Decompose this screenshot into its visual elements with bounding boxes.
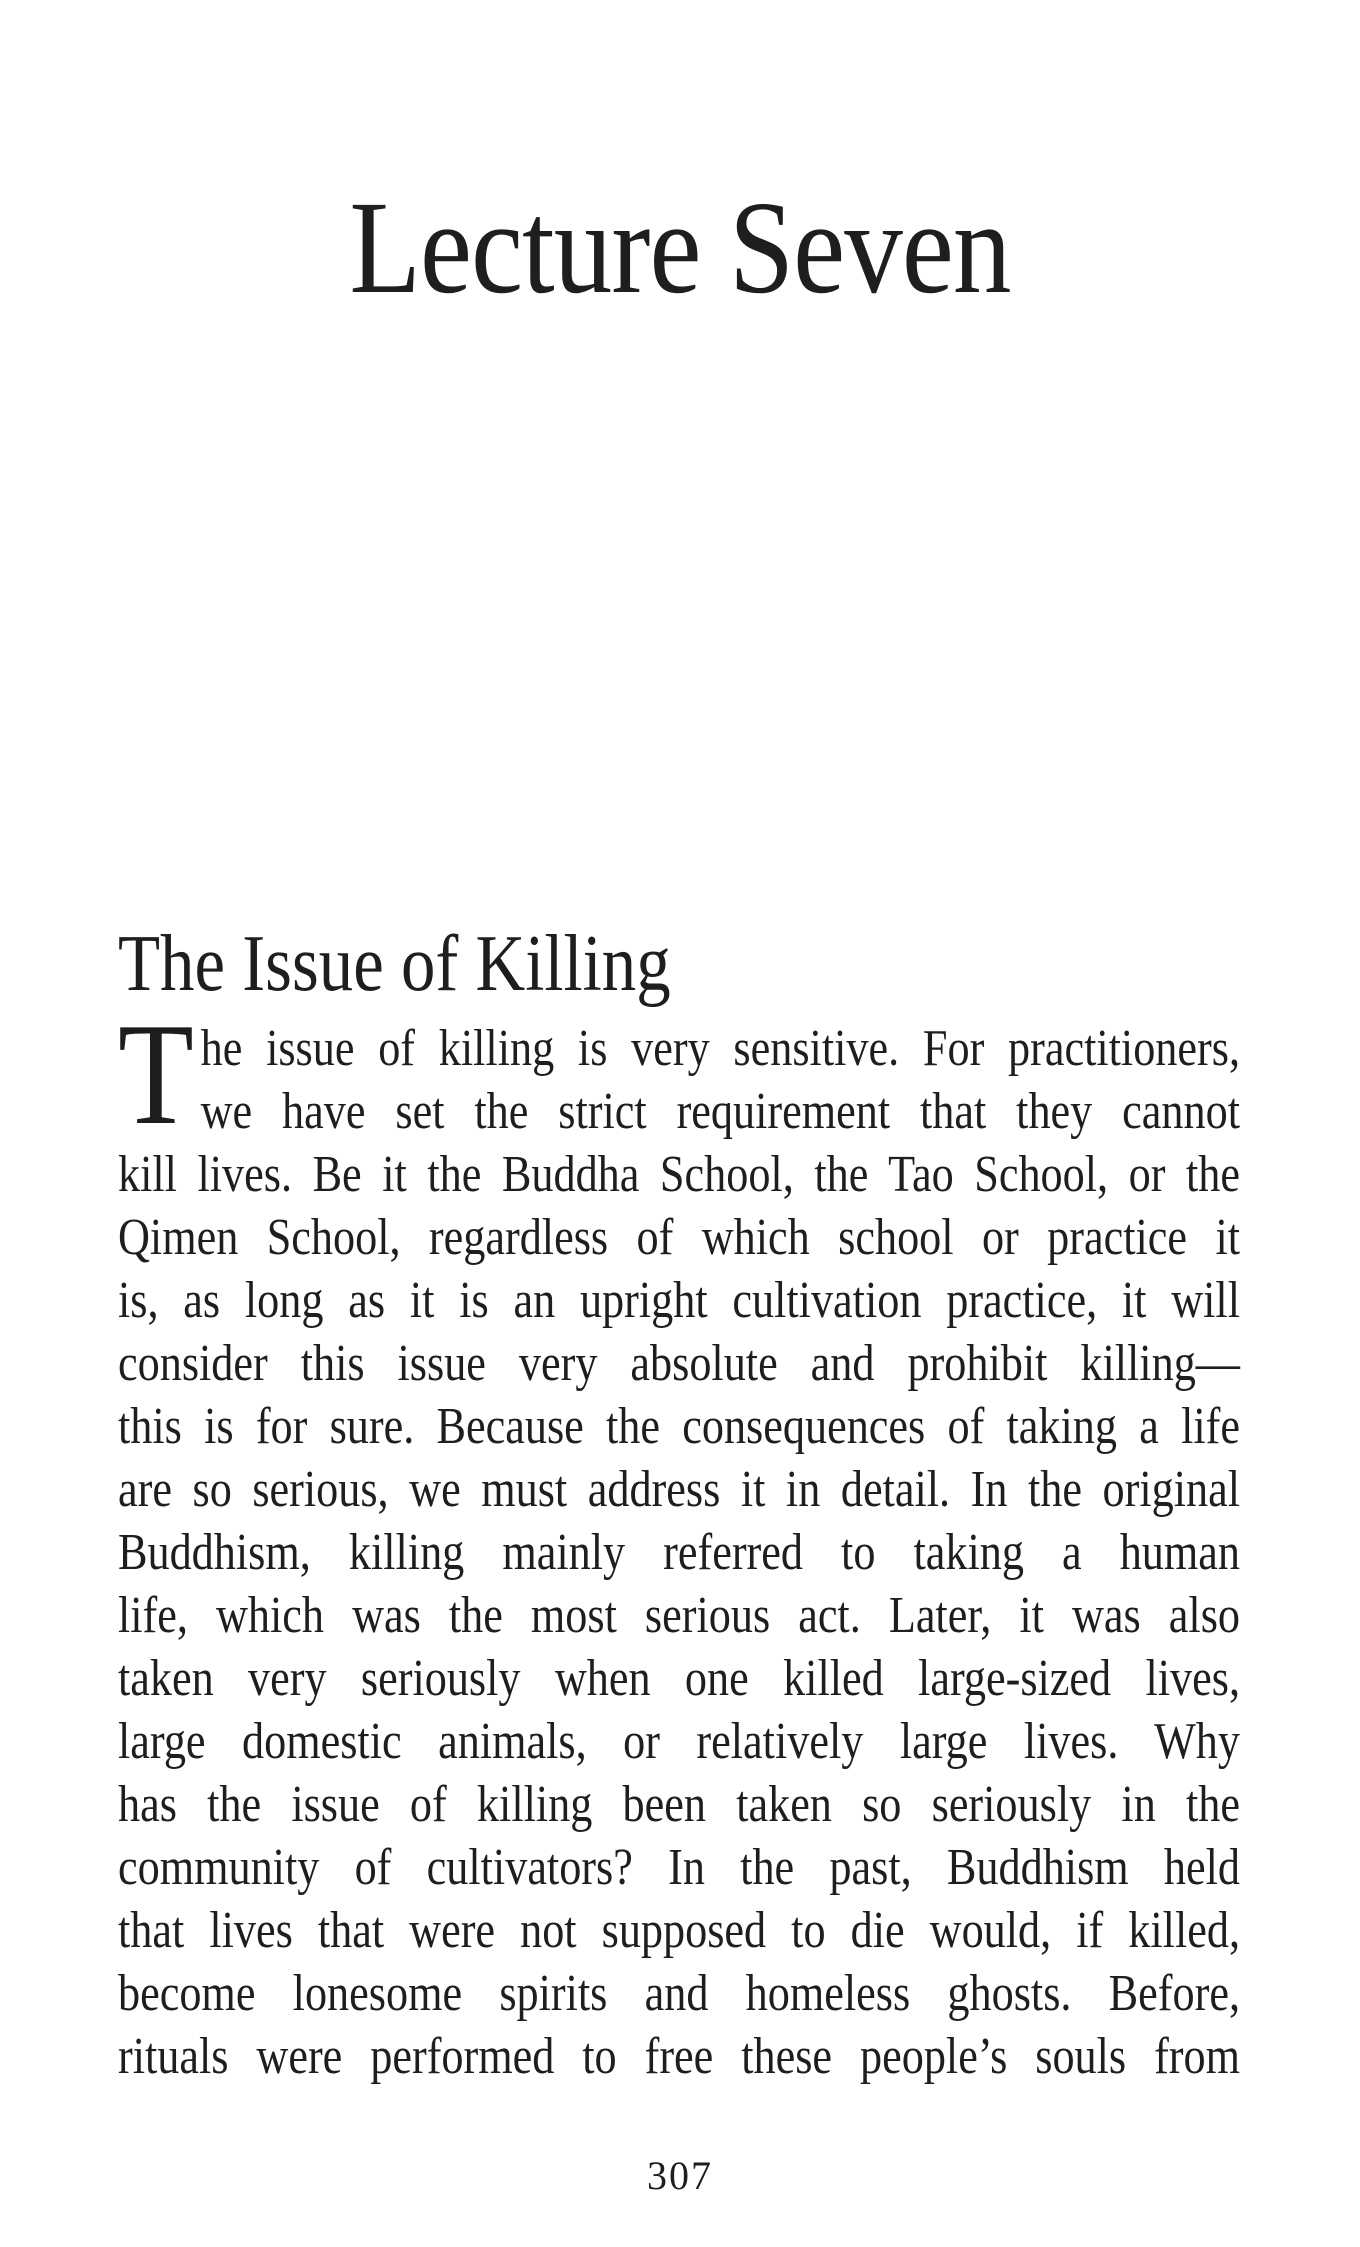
body-line: Qimen School, regardless of which school or practice it — [118, 1209, 1240, 1266]
body-line: is, as long as it is an upright cultivation practice, it will — [118, 1272, 1240, 1329]
body-line: life, which was the most serious act. Later, it was also — [118, 1587, 1240, 1644]
body-line: he issue of killing is very sensitive. For practitioners, — [200, 1020, 1240, 1077]
body-line: community of cultivators? In the past, Buddhism held — [118, 1839, 1240, 1896]
drop-cap: T — [118, 993, 194, 1155]
body-line: taken very seriously when one killed large-sized lives, — [118, 1650, 1240, 1707]
body-line: that lives that were not supposed to die would, if killed, — [118, 1902, 1240, 1959]
chapter-title: Lecture Seven — [349, 173, 1011, 322]
body-line: become lonesome spirits and homeless ghosts. Before, — [118, 1965, 1240, 2022]
paragraph — [118, 993, 1240, 2088]
body-line: kill lives. Be it the Buddha School, the Tao School, or the — [118, 1146, 1240, 1203]
body-line: large domestic animals, or relatively large lives. Why — [118, 1713, 1240, 1770]
body-line: this is for sure. Because the consequences of taking a life — [118, 1398, 1240, 1455]
body-line: are so serious, we must address it in detail. In the original — [118, 1461, 1240, 1518]
section-heading: The Issue of Killing — [118, 918, 671, 1009]
body-line: Buddhism, killing mainly referred to taking a human — [118, 1524, 1240, 1581]
body-line: consider this issue very absolute and prohibit killing— — [118, 1335, 1240, 1392]
body-line: has the issue of killing been taken so seriously in the — [118, 1776, 1240, 1833]
paragraph-lines — [118, 993, 1240, 2088]
body-line: rituals were performed to free these people’s souls from — [118, 2028, 1240, 2085]
body-line: we have set the strict requirement that they cannot — [200, 1083, 1240, 1140]
page-number: 307 — [647, 2153, 713, 2198]
